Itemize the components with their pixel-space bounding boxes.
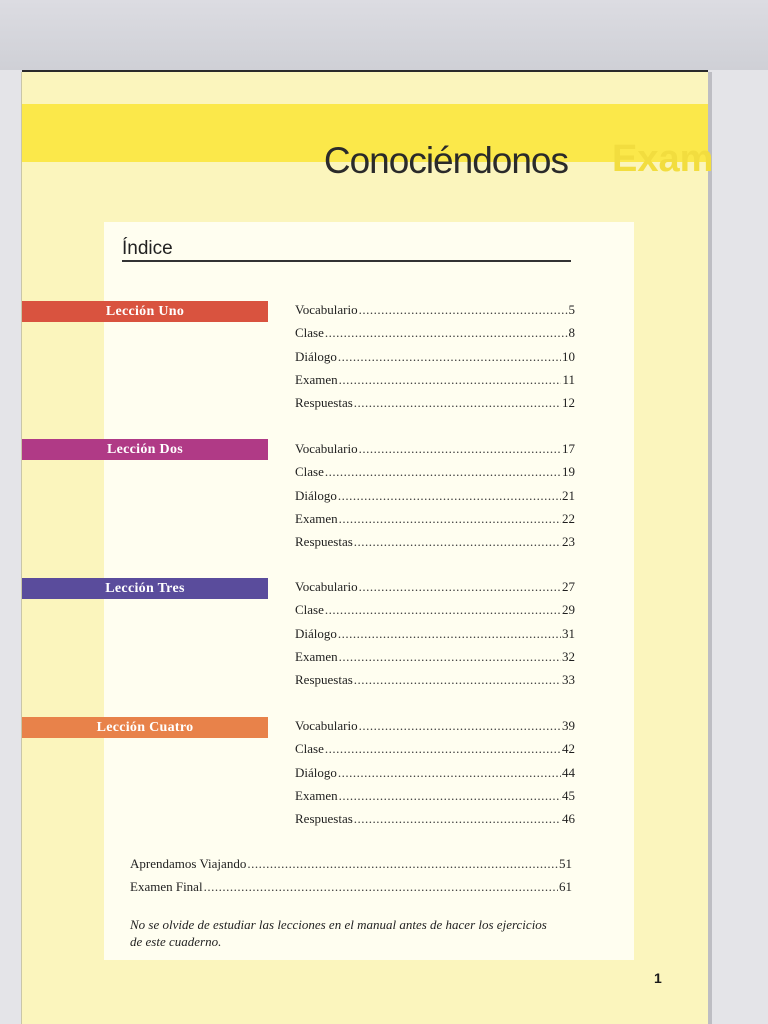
scan-background xyxy=(0,0,768,70)
lesson-bar-3: Lección Tres xyxy=(22,578,268,599)
toc-entry[interactable] xyxy=(295,765,575,788)
toc-entry[interactable] xyxy=(295,741,575,764)
toc-entry-label: Respuestas xyxy=(295,672,353,688)
toc-entry[interactable] xyxy=(295,579,575,602)
toc-entry[interactable] xyxy=(295,441,575,464)
toc-entry-aprendamos[interactable] xyxy=(130,856,572,879)
lesson-bar-1: Lección Uno xyxy=(22,301,268,322)
toc-entry-label: Vocabulario xyxy=(295,302,358,317)
toc-entry[interactable] xyxy=(295,811,575,834)
leader-dots xyxy=(338,626,561,642)
toc-entry-page: 8 xyxy=(568,325,575,341)
leader-dots xyxy=(325,741,561,757)
toc-entry[interactable] xyxy=(295,672,575,695)
page-number: 1 xyxy=(654,970,662,986)
toc-entry-label: Clase xyxy=(295,464,324,480)
section-heading: Índice xyxy=(122,238,173,259)
lesson-2-entries xyxy=(295,441,575,557)
leader-dots xyxy=(325,464,561,480)
study-note: No se olvide de estudiar las lecciones en el manual antes de hacer los ejercicios de este cuaderno. xyxy=(130,917,547,949)
leader-dots xyxy=(338,765,561,781)
toc-entry-page: 42 xyxy=(562,741,575,757)
toc-entry[interactable] xyxy=(295,718,575,741)
toc-entry-page: 23 xyxy=(562,534,575,550)
toc-entry-label: Vocabulario xyxy=(295,579,358,594)
lesson-1-entries xyxy=(295,302,575,418)
leader-dots xyxy=(339,372,562,388)
leader-dots xyxy=(354,811,561,827)
toc-entry-examen-final[interactable] xyxy=(130,879,572,902)
lesson-4-entries xyxy=(295,718,575,834)
toc-entry-page: 33 xyxy=(562,672,575,688)
leader-dots xyxy=(339,649,561,665)
toc-entry-label: Aprendamos Viajando xyxy=(130,856,247,871)
leader-dots xyxy=(325,602,561,618)
toc-entry-page: 5 xyxy=(568,302,575,317)
toc-entry-label: Clase xyxy=(295,602,324,618)
page-title: Conociéndonos xyxy=(323,140,568,181)
leader-dots xyxy=(354,395,561,411)
toc-entry-label: Examen xyxy=(295,510,338,526)
leader-dots xyxy=(359,718,561,734)
toc-entry[interactable] xyxy=(295,349,575,372)
leader-dots xyxy=(359,441,561,457)
toc-entry[interactable] xyxy=(295,649,575,672)
leader-dots xyxy=(339,788,561,804)
bleed-through-title: Exam xyxy=(612,138,714,180)
toc-entry-page: 19 xyxy=(562,464,575,480)
header-band xyxy=(22,104,714,181)
toc-entry-label: Diálogo xyxy=(295,764,337,780)
leader-dots xyxy=(338,488,561,504)
leader-dots xyxy=(354,672,561,688)
lesson-3-entries xyxy=(295,579,575,695)
toc-entry[interactable] xyxy=(295,464,575,487)
leader-dots xyxy=(359,302,568,318)
toc-entry-label: Respuestas xyxy=(295,534,353,550)
leader-dots xyxy=(325,325,568,341)
toc-entry-label: Diálogo xyxy=(295,487,337,503)
toc-entry-page: 29 xyxy=(562,602,575,618)
toc-entry-label: Diálogo xyxy=(295,625,337,641)
toc-entry-page: 12 xyxy=(562,395,575,411)
leader-dots xyxy=(338,349,561,365)
toc-entry[interactable] xyxy=(295,626,575,649)
toc-entry[interactable] xyxy=(295,302,575,325)
leader-dots xyxy=(247,856,558,872)
toc-entry-page: 39 xyxy=(562,718,575,733)
leader-dots xyxy=(204,879,558,895)
toc-entry-label: Clase xyxy=(295,741,324,757)
leader-dots xyxy=(359,579,561,595)
toc-entry-label: Respuestas xyxy=(295,811,353,827)
toc-entry[interactable] xyxy=(295,488,575,511)
toc-entry-page: 27 xyxy=(562,579,575,594)
toc-entry-label: Vocabulario xyxy=(295,441,358,456)
lesson-bar-4: Lección Cuatro xyxy=(22,717,268,738)
toc-entry-page: 22 xyxy=(562,510,575,526)
toc-entry-label: Vocabulario xyxy=(295,718,358,733)
toc-entry-page: 31 xyxy=(562,625,575,641)
toc-entry-page: 32 xyxy=(562,648,575,664)
toc-entry-label: Examen xyxy=(295,371,338,387)
toc-entry-label: Examen xyxy=(295,787,338,803)
toc-entry-label: Diálogo xyxy=(295,348,337,364)
workbook-page xyxy=(22,72,714,1024)
toc-entry[interactable] xyxy=(295,788,575,811)
toc-entry-page: 44 xyxy=(562,764,575,780)
toc-entry[interactable] xyxy=(295,511,575,534)
heading-rule xyxy=(122,260,571,262)
toc-entry[interactable] xyxy=(295,534,575,557)
toc-entry-label: Clase xyxy=(295,325,324,341)
leader-dots xyxy=(354,534,561,550)
toc-entry-page: 21 xyxy=(562,487,575,503)
lesson-bar-2: Lección Dos xyxy=(22,439,268,460)
toc-entry-page: 46 xyxy=(562,811,575,827)
toc-entry-page: 45 xyxy=(562,787,575,803)
toc-entry-label: Respuestas xyxy=(295,395,353,411)
toc-entry-page: 17 xyxy=(562,441,575,456)
toc-entry-label: Examen Final xyxy=(130,879,203,895)
toc-entry[interactable] xyxy=(295,325,575,348)
toc-entry[interactable] xyxy=(295,372,575,395)
extra-entries xyxy=(130,856,572,903)
toc-entry-page: 11 xyxy=(562,371,575,387)
toc-entry-label: Examen xyxy=(295,648,338,664)
leader-dots xyxy=(339,511,561,527)
bleed-through-text xyxy=(622,180,702,199)
toc-entry[interactable] xyxy=(295,602,575,625)
toc-entry-page: 51 xyxy=(559,856,572,871)
toc-entry-page: 61 xyxy=(559,879,572,895)
toc-entry-page: 10 xyxy=(562,348,575,364)
toc-entry[interactable] xyxy=(295,395,575,418)
